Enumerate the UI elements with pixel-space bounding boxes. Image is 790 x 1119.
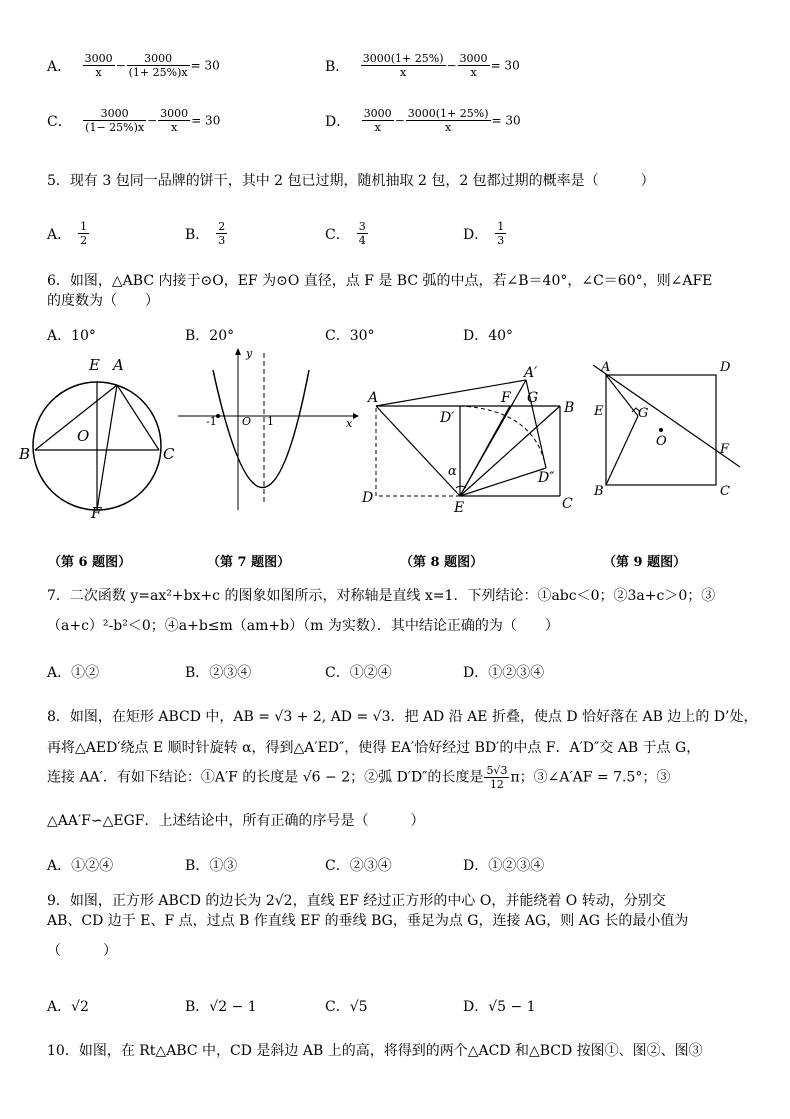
label-c: C <box>720 484 730 499</box>
q7-stem-line2: （a+c）²-b²＜0；④a+b≤m（am+b）（m 为实数）．其中结论正确的为（ ） <box>47 618 559 634</box>
label-y: y <box>246 347 253 360</box>
q8-stem-line1: 8．如图，在矩形 ABCD 中，AB = √3 + 2, AD = √3．把 AD 沿 AE 折叠，使点 D 恰好落在 AB 边上的 D’处， <box>47 709 758 725</box>
q9-option-c[interactable]: C．√5 <box>325 999 368 1015</box>
q7-stem-line1: 7．二次函数 y=ax²+bx+c 的图象如图所示，对称轴是直线 x=1．下列结论：①abc＜0；②3a+c＞0；③ <box>47 588 716 604</box>
label-d: D <box>720 360 731 375</box>
label-e: E <box>594 404 604 419</box>
q8-option-a[interactable]: A．①②④ <box>47 858 114 874</box>
label-b: B <box>19 445 31 463</box>
q4-option-b[interactable]: B． $\frac{3000(1+ 25\%)}{x}$ − $\frac{3000}{x}$ = 30 <box>325 52 520 79</box>
label-e: E <box>89 356 100 374</box>
q5-stem: 5．现有 3 包同一品牌的饼干，其中 2 包已过期，随机抽取 2 包，2 包都过期的概率是（ ） <box>47 173 655 189</box>
q6-option-a[interactable]: A．10° <box>47 328 96 344</box>
label-a: A <box>368 390 379 406</box>
label-origin: O <box>242 415 252 428</box>
q8-option-d[interactable]: D．①②③④ <box>463 858 545 874</box>
label-neg1: -1 <box>206 415 217 428</box>
q5-option-a[interactable]: A． $\frac{1}{2}$ <box>47 220 88 247</box>
label-c: C <box>163 445 175 463</box>
figure-8-rectangle <box>360 360 590 520</box>
q4-option-d[interactable]: D． $\frac{3000}{x}$ − $\frac{3000(1+ 25\%)}{x}$ = 30 <box>325 107 521 134</box>
q9-stem-line3: （ ） <box>47 943 117 959</box>
q9-option-d[interactable]: D．√5 − 1 <box>463 999 536 1015</box>
option-label: C． <box>47 113 72 130</box>
q8-option-c[interactable]: C．②③④ <box>325 858 392 874</box>
q5-option-b[interactable]: B． $\frac{2}{3}$ <box>185 220 226 247</box>
label-b: B <box>594 484 604 499</box>
option-label: A． <box>47 58 72 75</box>
label-e: E <box>454 500 465 516</box>
q10-stem-line1: 10．如图，在 Rt△ABC 中，CD 是斜边 AB 上的高，将得到的两个△ACD 和△BCD 按图①、图②、图③ <box>47 1043 703 1059</box>
q9-option-a[interactable]: A．√2 <box>47 999 89 1015</box>
q4-option-c[interactable]: C． $\frac{3000}{(1- 25\%)x}$ − $\frac{3000}{x}$ = 30 <box>47 107 221 134</box>
q9-option-b[interactable]: B．√2 − 1 <box>185 999 257 1015</box>
label-f: F <box>720 442 730 457</box>
figure-7-parabola <box>175 345 360 515</box>
q9-stem-line1: 9．如图，正方形 ABCD 的边长为 2√2，直线 EF 经过正方形的中心 O，并能绕着 O 转动，分别交 <box>47 893 666 909</box>
q7-option-c[interactable]: C．①②④ <box>325 665 392 681</box>
figure-9-square <box>588 355 748 505</box>
label-c: C <box>562 496 573 512</box>
label-a: A <box>113 356 124 374</box>
figure-7-caption: （第 7 题图） <box>207 555 291 570</box>
q5-option-c[interactable]: C． $\frac{3}{4}$ <box>325 220 366 247</box>
label-o: O <box>656 434 667 449</box>
q8-stem-line4: △AA′F∽△EGF．上述结论中，所有正确的序号是（ ） <box>47 813 425 829</box>
label-d-double-prime: D″ <box>538 470 555 486</box>
fraction: $\frac{3000}{(1+ 25\%)x}$ <box>128 52 188 79</box>
label-g: G <box>638 406 649 421</box>
q6-option-b[interactable]: B．20° <box>185 328 235 344</box>
q6-stem-line2: 的度数为（ ） <box>47 293 159 309</box>
label-alpha: α <box>448 464 457 479</box>
fraction: $\frac{3000(1+ 25\%)}{x}$ <box>407 107 489 134</box>
q6-option-d[interactable]: D．40° <box>463 328 514 344</box>
q8-option-b[interactable]: B．①③ <box>185 858 238 874</box>
label-f: F <box>501 390 511 406</box>
label-o: O <box>77 427 90 445</box>
fraction: $\frac{3000}{x}$ <box>459 52 488 79</box>
figure-8-caption: （第 8 题图） <box>400 555 484 570</box>
figure-6-caption: （第 6 题图） <box>48 555 132 570</box>
label-one: 1 <box>267 415 274 428</box>
q8-stem-line3: 连接 AA′．有如下结论：①A′F 的长度是 √6 − 2；②弧 D′D″的长度是 $\frac{5√3}{12}$ π；③∠A′AF = 7.5°；③ <box>47 764 671 791</box>
label-d: D <box>362 490 374 506</box>
q8-stem-line2: 再将△AED′绕点 E 顺时针旋转 α，得到△A′ED″，使得 EA′恰好经过 BD′的中点 F．A′D″交 AB 于点 G， <box>47 740 701 756</box>
fraction: $\frac{3000}{x}$ <box>160 107 189 134</box>
figure-9-caption: （第 9 题图） <box>603 555 687 570</box>
label-d-prime: D′ <box>440 410 455 426</box>
fraction: $\frac{5√3}{12}$ <box>486 764 508 791</box>
label-a-prime: A′ <box>524 365 538 381</box>
label-f: F <box>91 504 102 522</box>
q4-option-a[interactable]: A． $\frac{3000}{x}$ − $\frac{3000}{(1+ 25\%)x}$ = 30 <box>47 52 220 79</box>
fraction: $\frac{3000(1+ 25\%)}{x}$ <box>362 52 444 79</box>
label-a: A <box>601 360 611 375</box>
option-label: B． <box>325 58 350 75</box>
option-label: D． <box>325 113 351 130</box>
label-b: B <box>564 400 575 416</box>
figure-6-circle <box>15 350 185 525</box>
fraction: $\frac{3000}{x}$ <box>84 52 113 79</box>
fraction: $\frac{3000}{x}$ <box>363 107 392 134</box>
label-g: G <box>527 390 539 406</box>
q9-stem-line2: AB、CD 边于 E、F 点，过点 B 作直线 EF 的垂线 BG，垂足为点 G，连接 AG，则 AG 长的最小值为 <box>47 913 689 929</box>
label-x: x <box>346 417 353 430</box>
q7-option-d[interactable]: D．①②③④ <box>463 665 545 681</box>
q7-option-b[interactable]: B．②③④ <box>185 665 252 681</box>
q6-option-c[interactable]: C．30° <box>325 328 375 344</box>
q5-option-d[interactable]: D． $\frac{1}{3}$ <box>463 220 505 247</box>
fraction: $\frac{3000}{(1- 25\%)x}$ <box>85 107 145 134</box>
q7-option-a[interactable]: A．①② <box>47 665 100 681</box>
q6-stem-line1: 6．如图，△ABC 内接于⊙O，EF 为⊙O 直径，点 F 是 BC 弧的中点，若∠B＝40°，∠C＝60°，则∠AFE <box>47 273 713 289</box>
